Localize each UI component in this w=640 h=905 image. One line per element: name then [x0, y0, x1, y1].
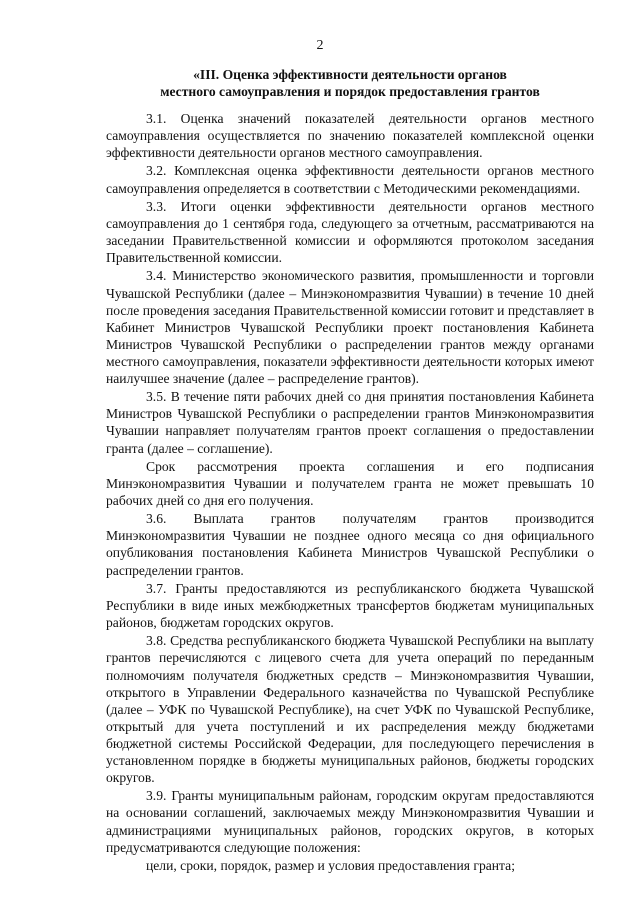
- section-heading: [100, 66, 600, 100]
- paragraph-3-6: 3.6. Выплата грантов получателям грантов производится Минэкономразвития Чувашии не позднее одного месяца со дня официального опубликования постановления Кабинета Министров Чувашской Республики о распределении грантов.: [106, 511, 594, 578]
- paragraph-3-4: 3.4. Министерство экономического развития, промышленности и торговли Чувашской Республики (далее – Минэкономразвития Чувашии) в течение 10 дней после проведения заседания Правительственной комиссии готовит и представляет в Кабинет Министров Чувашской Республики проект постановления Кабинета Министров Чувашской Республики о распределении грантов между органами местного самоуправления, показатели эффективности деятельности которых имеют наилучшее значение (далее – распределение грантов).: [106, 268, 594, 386]
- section-heading-line-1: «III. Оценка эффективности деятельности органов: [193, 67, 507, 82]
- paragraph-grant-conditions: цели, сроки, порядок, размер и условия предоставления гранта;: [146, 857, 515, 873]
- section-heading-line-2: местного самоуправления и порядок предоставления грантов: [160, 84, 540, 99]
- paragraph-3-7: 3.7. Гранты предоставляются из республиканского бюджета Чувашской Республики в виде иных межбюджетных трансфертов бюджетам муниципальных районов, бюджетам городских округов.: [106, 580, 594, 631]
- paragraph-3-8: 3.8. Средства республиканского бюджета Чувашской Республики на выплату грантов перечисляются с лицевого счета для учета операций по переданным полномочиям получателя бюджетных средств – Минэкономразвития Чувашии, открытого в Управлении Федерального казначейства по Чувашской Республике (далее – УФК по Чувашской Республике), на счет УФК по Чувашской Республике, открытый для учета поступлений и их распределения между бюджетами бюджетной системы Российской Федерации, для последующего перечисления в установленном порядке в бюджеты муниципальных районов, бюджеты городских округов.: [106, 633, 594, 786]
- paragraph-3-2: 3.2. Комплексная оценка эффективности деятельности органов местного самоуправления определяется в соответствии с Методическими рекомендациями.: [106, 163, 594, 196]
- paragraph-3-1: 3.1. Оценка значений показателей деятельности органов местного самоуправления осуществляется по значению показателей комплексной оценки эффективности деятельности органов местного самоуправления.: [106, 111, 594, 161]
- paragraph-agreement-term: Срок рассмотрения проекта соглашения и его подписания Минэкономразвития Чувашии и получателем гранта не может превышать 10 рабочих дней со дня его получения.: [106, 458, 594, 508]
- paragraph-3-9: 3.9. Гранты муниципальным районам, городским округам предоставляются на основании соглашений, заключаемых между Минэкономразвития Чувашии и администрациями муниципальных районов, городских округов, в которых предусматриваются следующие положения:: [106, 788, 594, 855]
- paragraph-3-5: 3.5. В течение пяти рабочих дней со дня принятия постановления Кабинета Министров Чувашской Республики о распределении грантов Минэкономразвития Чувашии направляет получателям грантов проект соглашения о предоставлении гранта (далее – соглашение).: [106, 389, 594, 456]
- paragraph-3-3: 3.3. Итоги оценки эффективности деятельности органов местного самоуправления до 1 сентября года, следующего за отчетным, рассматриваются на заседании Правительственной комиссии и оформляются протоколом заседания Правительственной комиссии.: [106, 198, 594, 266]
- page-number: 2: [316, 38, 324, 53]
- document-body: [106, 110, 594, 874]
